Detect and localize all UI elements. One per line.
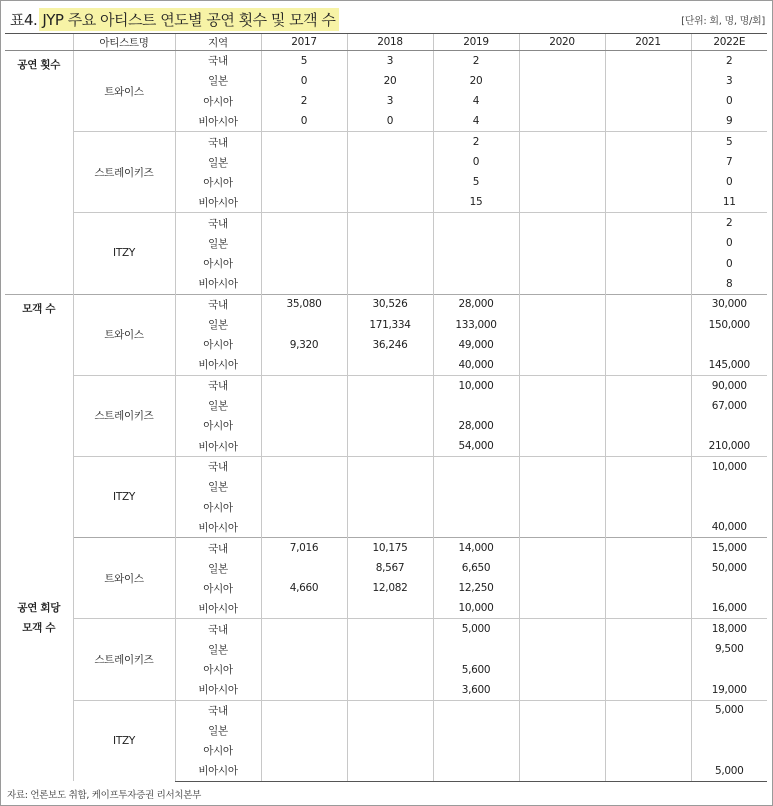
region-cell: 아시아 bbox=[175, 172, 261, 192]
value-cell-y2022 bbox=[691, 497, 767, 517]
source-note: 자료: 언론보도 취합, 케이프투자증권 리서치본부 bbox=[7, 790, 202, 801]
table-row bbox=[5, 619, 767, 639]
table-row bbox=[5, 700, 767, 720]
region-cell: 아시아 bbox=[175, 335, 261, 355]
table-row bbox=[5, 538, 767, 558]
region-cell: 일본 bbox=[175, 477, 261, 497]
value-cell-y2020 bbox=[519, 741, 605, 761]
value-cell-y2021 bbox=[605, 741, 691, 761]
value-cell-y2017 bbox=[261, 477, 347, 497]
value-cell-y2022: 2 bbox=[691, 51, 767, 71]
value-cell-y2021 bbox=[605, 599, 691, 619]
value-cell-y2022: 3 bbox=[691, 71, 767, 91]
value-cell-y2022: 9,500 bbox=[691, 639, 767, 659]
value-cell-y2018 bbox=[347, 599, 433, 619]
value-cell-y2022: 145,000 bbox=[691, 355, 767, 375]
header-cell: 2019 bbox=[433, 34, 519, 51]
value-cell-y2020 bbox=[519, 700, 605, 720]
value-cell-y2019: 4 bbox=[433, 111, 519, 131]
value-cell-y2017 bbox=[261, 700, 347, 720]
value-cell-y2017 bbox=[261, 375, 347, 395]
value-cell-y2021 bbox=[605, 456, 691, 476]
value-cell-y2021 bbox=[605, 335, 691, 355]
artist-name: 트와이스 bbox=[73, 51, 175, 132]
value-cell-y2019: 2 bbox=[433, 132, 519, 152]
value-cell-y2022: 40,000 bbox=[691, 517, 767, 537]
section-label bbox=[5, 538, 73, 782]
value-cell-y2018 bbox=[347, 355, 433, 375]
value-cell-y2021 bbox=[605, 213, 691, 233]
value-cell-y2018 bbox=[347, 680, 433, 700]
value-cell-y2020 bbox=[519, 294, 605, 314]
region-cell: 국내 bbox=[175, 619, 261, 639]
artist-name: 스트레이키즈 bbox=[73, 132, 175, 213]
value-cell-y2018 bbox=[347, 396, 433, 416]
value-cell-y2022: 19,000 bbox=[691, 680, 767, 700]
value-cell-y2017 bbox=[261, 659, 347, 679]
value-cell-y2022: 50,000 bbox=[691, 558, 767, 578]
value-cell-y2018 bbox=[347, 213, 433, 233]
value-cell-y2019 bbox=[433, 497, 519, 517]
value-cell-y2021 bbox=[605, 51, 691, 71]
value-cell-y2021 bbox=[605, 436, 691, 456]
value-cell-y2021 bbox=[605, 517, 691, 537]
value-cell-y2017 bbox=[261, 172, 347, 192]
value-cell-y2022: 67,000 bbox=[691, 396, 767, 416]
value-cell-y2020 bbox=[519, 396, 605, 416]
value-cell-y2020 bbox=[519, 91, 605, 111]
header-cell: 2020 bbox=[519, 34, 605, 51]
value-cell-y2021 bbox=[605, 396, 691, 416]
value-cell-y2019 bbox=[433, 274, 519, 294]
region-cell: 아시아 bbox=[175, 659, 261, 679]
value-cell-y2018 bbox=[347, 619, 433, 639]
value-cell-y2017 bbox=[261, 599, 347, 619]
region-cell: 아시아 bbox=[175, 416, 261, 436]
value-cell-y2020 bbox=[519, 538, 605, 558]
value-cell-y2021 bbox=[605, 720, 691, 740]
value-cell-y2021 bbox=[605, 497, 691, 517]
value-cell-y2021 bbox=[605, 355, 691, 375]
region-cell: 일본 bbox=[175, 639, 261, 659]
value-cell-y2018 bbox=[347, 436, 433, 456]
section-label bbox=[5, 294, 73, 538]
value-cell-y2022: 210,000 bbox=[691, 436, 767, 456]
value-cell-y2019: 5,600 bbox=[433, 659, 519, 679]
value-cell-y2022: 90,000 bbox=[691, 375, 767, 395]
value-cell-y2021 bbox=[605, 578, 691, 598]
value-cell-y2018: 10,175 bbox=[347, 538, 433, 558]
value-cell-y2018 bbox=[347, 741, 433, 761]
table-number: 표4. bbox=[10, 10, 38, 29]
value-cell-y2020 bbox=[519, 253, 605, 273]
value-cell-y2018 bbox=[347, 639, 433, 659]
value-cell-y2018 bbox=[347, 416, 433, 436]
value-cell-y2018 bbox=[347, 172, 433, 192]
value-cell-y2019 bbox=[433, 720, 519, 740]
value-cell-y2018 bbox=[347, 193, 433, 213]
value-cell-y2021 bbox=[605, 152, 691, 172]
value-cell-y2017 bbox=[261, 233, 347, 253]
region-cell: 비아시아 bbox=[175, 761, 261, 781]
value-cell-y2019: 3,600 bbox=[433, 680, 519, 700]
value-cell-y2022: 0 bbox=[691, 172, 767, 192]
value-cell-y2022: 8 bbox=[691, 274, 767, 294]
value-cell-y2018 bbox=[347, 517, 433, 537]
region-cell: 일본 bbox=[175, 152, 261, 172]
value-cell-y2018 bbox=[347, 700, 433, 720]
value-cell-y2021 bbox=[605, 294, 691, 314]
value-cell-y2018: 8,567 bbox=[347, 558, 433, 578]
region-cell: 일본 bbox=[175, 396, 261, 416]
artist-name: ITZY bbox=[73, 456, 175, 537]
value-cell-y2021 bbox=[605, 375, 691, 395]
value-cell-y2017 bbox=[261, 619, 347, 639]
value-cell-y2019: 0 bbox=[433, 152, 519, 172]
table-row bbox=[5, 375, 767, 395]
value-cell-y2021 bbox=[605, 91, 691, 111]
header-row bbox=[5, 34, 767, 51]
region-cell: 국내 bbox=[175, 375, 261, 395]
value-cell-y2017 bbox=[261, 355, 347, 375]
value-cell-y2017 bbox=[261, 558, 347, 578]
header-cell bbox=[5, 34, 73, 51]
value-cell-y2019: 12,250 bbox=[433, 578, 519, 598]
region-cell: 아시아 bbox=[175, 741, 261, 761]
value-cell-y2021 bbox=[605, 233, 691, 253]
value-cell-y2019: 6,650 bbox=[433, 558, 519, 578]
value-cell-y2022: 9 bbox=[691, 111, 767, 131]
value-cell-y2022 bbox=[691, 578, 767, 598]
value-cell-y2019 bbox=[433, 700, 519, 720]
region-cell: 일본 bbox=[175, 720, 261, 740]
value-cell-y2018: 0 bbox=[347, 111, 433, 131]
header-cell: 지역 bbox=[175, 34, 261, 51]
table-row bbox=[5, 51, 767, 71]
value-cell-y2021 bbox=[605, 416, 691, 436]
value-cell-y2021 bbox=[605, 71, 691, 91]
header-cell: 아티스트명 bbox=[73, 34, 175, 51]
value-cell-y2021 bbox=[605, 761, 691, 781]
value-cell-y2019 bbox=[433, 761, 519, 781]
section-label-line: 공연 횟수 bbox=[17, 59, 61, 71]
value-cell-y2019: 10,000 bbox=[433, 375, 519, 395]
value-cell-y2021 bbox=[605, 659, 691, 679]
table-title bbox=[10, 7, 339, 31]
value-cell-y2017: 5 bbox=[261, 51, 347, 71]
region-cell: 국내 bbox=[175, 700, 261, 720]
value-cell-y2020 bbox=[519, 274, 605, 294]
value-cell-y2017: 0 bbox=[261, 111, 347, 131]
value-cell-y2021 bbox=[605, 274, 691, 294]
value-cell-y2017 bbox=[261, 497, 347, 517]
value-cell-y2019: 49,000 bbox=[433, 335, 519, 355]
data-table bbox=[5, 33, 767, 782]
section-label bbox=[5, 51, 73, 295]
value-cell-y2017 bbox=[261, 152, 347, 172]
value-cell-y2018 bbox=[347, 253, 433, 273]
value-cell-y2019: 54,000 bbox=[433, 436, 519, 456]
value-cell-y2018: 3 bbox=[347, 51, 433, 71]
value-cell-y2022: 5,000 bbox=[691, 761, 767, 781]
value-cell-y2022: 15,000 bbox=[691, 538, 767, 558]
value-cell-y2021 bbox=[605, 700, 691, 720]
artist-name: 트와이스 bbox=[73, 538, 175, 619]
value-cell-y2017 bbox=[261, 314, 347, 334]
value-cell-y2019: 5,000 bbox=[433, 619, 519, 639]
value-cell-y2017 bbox=[261, 396, 347, 416]
artist-name: ITZY bbox=[73, 700, 175, 781]
value-cell-y2019 bbox=[433, 517, 519, 537]
value-cell-y2019 bbox=[433, 477, 519, 497]
value-cell-y2020 bbox=[519, 355, 605, 375]
value-cell-y2022: 0 bbox=[691, 91, 767, 111]
value-cell-y2020 bbox=[519, 761, 605, 781]
value-cell-y2019 bbox=[433, 233, 519, 253]
value-cell-y2019 bbox=[433, 639, 519, 659]
value-cell-y2022: 30,000 bbox=[691, 294, 767, 314]
value-cell-y2018 bbox=[347, 456, 433, 476]
artist-name: ITZY bbox=[73, 213, 175, 294]
value-cell-y2020 bbox=[519, 680, 605, 700]
region-cell: 국내 bbox=[175, 51, 261, 71]
region-cell: 비아시아 bbox=[175, 111, 261, 131]
table-row bbox=[5, 294, 767, 314]
value-cell-y2017: 0 bbox=[261, 71, 347, 91]
value-cell-y2020 bbox=[519, 720, 605, 740]
value-cell-y2020 bbox=[519, 111, 605, 131]
region-cell: 국내 bbox=[175, 456, 261, 476]
value-cell-y2022 bbox=[691, 335, 767, 355]
value-cell-y2018 bbox=[347, 233, 433, 253]
table-row bbox=[5, 213, 767, 233]
value-cell-y2022: 16,000 bbox=[691, 599, 767, 619]
value-cell-y2018: 20 bbox=[347, 71, 433, 91]
region-cell: 비아시아 bbox=[175, 599, 261, 619]
section-label-line: 모객 수 bbox=[22, 302, 56, 315]
value-cell-y2019 bbox=[433, 741, 519, 761]
value-cell-y2017 bbox=[261, 253, 347, 273]
header-cell: 2022E bbox=[691, 34, 767, 51]
value-cell-y2017 bbox=[261, 456, 347, 476]
value-cell-y2022: 5,000 bbox=[691, 700, 767, 720]
region-cell: 아시아 bbox=[175, 91, 261, 111]
table-body bbox=[5, 51, 767, 782]
title-text: JYP 주요 아티스트 연도별 공연 횟수 및 모객 수 bbox=[39, 8, 339, 31]
value-cell-y2021 bbox=[605, 314, 691, 334]
value-cell-y2018 bbox=[347, 497, 433, 517]
value-cell-y2018: 12,082 bbox=[347, 578, 433, 598]
value-cell-y2017 bbox=[261, 213, 347, 233]
value-cell-y2021 bbox=[605, 538, 691, 558]
value-cell-y2019 bbox=[433, 456, 519, 476]
value-cell-y2017: 35,080 bbox=[261, 294, 347, 314]
value-cell-y2017 bbox=[261, 761, 347, 781]
region-cell: 비아시아 bbox=[175, 274, 261, 294]
value-cell-y2018 bbox=[347, 152, 433, 172]
value-cell-y2018 bbox=[347, 375, 433, 395]
value-cell-y2020 bbox=[519, 619, 605, 639]
value-cell-y2020 bbox=[519, 71, 605, 91]
artist-name: 스트레이키즈 bbox=[73, 619, 175, 700]
value-cell-y2018 bbox=[347, 761, 433, 781]
value-cell-y2017 bbox=[261, 639, 347, 659]
region-cell: 국내 bbox=[175, 213, 261, 233]
value-cell-y2017 bbox=[261, 416, 347, 436]
value-cell-y2017 bbox=[261, 132, 347, 152]
value-cell-y2020 bbox=[519, 456, 605, 476]
region-cell: 국내 bbox=[175, 294, 261, 314]
value-cell-y2018: 171,334 bbox=[347, 314, 433, 334]
region-cell: 일본 bbox=[175, 558, 261, 578]
value-cell-y2020 bbox=[519, 375, 605, 395]
value-cell-y2020 bbox=[519, 558, 605, 578]
region-cell: 비아시아 bbox=[175, 680, 261, 700]
region-cell: 일본 bbox=[175, 71, 261, 91]
value-cell-y2020 bbox=[519, 599, 605, 619]
value-cell-y2021 bbox=[605, 639, 691, 659]
value-cell-y2019: 28,000 bbox=[433, 294, 519, 314]
value-cell-y2019: 40,000 bbox=[433, 355, 519, 375]
value-cell-y2019: 10,000 bbox=[433, 599, 519, 619]
value-cell-y2017 bbox=[261, 720, 347, 740]
region-cell: 비아시아 bbox=[175, 355, 261, 375]
value-cell-y2020 bbox=[519, 233, 605, 253]
value-cell-y2017 bbox=[261, 680, 347, 700]
region-cell: 일본 bbox=[175, 314, 261, 334]
value-cell-y2018: 30,526 bbox=[347, 294, 433, 314]
value-cell-y2017: 2 bbox=[261, 91, 347, 111]
value-cell-y2018 bbox=[347, 477, 433, 497]
value-cell-y2019: 5 bbox=[433, 172, 519, 192]
artist-name: 스트레이키즈 bbox=[73, 375, 175, 456]
value-cell-y2020 bbox=[519, 335, 605, 355]
value-cell-y2022: 18,000 bbox=[691, 619, 767, 639]
region-cell: 아시아 bbox=[175, 497, 261, 517]
table-row bbox=[5, 456, 767, 476]
value-cell-y2022: 11 bbox=[691, 193, 767, 213]
region-cell: 국내 bbox=[175, 538, 261, 558]
value-cell-y2018: 3 bbox=[347, 91, 433, 111]
value-cell-y2019 bbox=[433, 253, 519, 273]
value-cell-y2022: 0 bbox=[691, 233, 767, 253]
value-cell-y2020 bbox=[519, 497, 605, 517]
value-cell-y2019 bbox=[433, 396, 519, 416]
value-cell-y2017 bbox=[261, 436, 347, 456]
value-cell-y2019: 2 bbox=[433, 51, 519, 71]
value-cell-y2017 bbox=[261, 193, 347, 213]
value-cell-y2019: 20 bbox=[433, 71, 519, 91]
value-cell-y2022 bbox=[691, 477, 767, 497]
value-cell-y2018 bbox=[347, 659, 433, 679]
value-cell-y2017: 4,660 bbox=[261, 578, 347, 598]
value-cell-y2020 bbox=[519, 416, 605, 436]
value-cell-y2018 bbox=[347, 132, 433, 152]
artist-name: 트와이스 bbox=[73, 294, 175, 375]
header-cell: 2017 bbox=[261, 34, 347, 51]
region-cell: 국내 bbox=[175, 132, 261, 152]
value-cell-y2022: 5 bbox=[691, 132, 767, 152]
value-cell-y2017: 7,016 bbox=[261, 538, 347, 558]
value-cell-y2019 bbox=[433, 213, 519, 233]
value-cell-y2021 bbox=[605, 111, 691, 131]
value-cell-y2022 bbox=[691, 416, 767, 436]
value-cell-y2019: 15 bbox=[433, 193, 519, 213]
unit-label: [단위: 회, 명, 명/회] bbox=[681, 16, 765, 27]
value-cell-y2022 bbox=[691, 659, 767, 679]
value-cell-y2020 bbox=[519, 477, 605, 497]
value-cell-y2018 bbox=[347, 720, 433, 740]
value-cell-y2020 bbox=[519, 436, 605, 456]
value-cell-y2018 bbox=[347, 274, 433, 294]
value-cell-y2017: 9,320 bbox=[261, 335, 347, 355]
value-cell-y2022: 7 bbox=[691, 152, 767, 172]
value-cell-y2019: 14,000 bbox=[433, 538, 519, 558]
value-cell-y2020 bbox=[519, 639, 605, 659]
value-cell-y2020 bbox=[519, 172, 605, 192]
value-cell-y2019: 133,000 bbox=[433, 314, 519, 334]
value-cell-y2017 bbox=[261, 741, 347, 761]
table-row bbox=[5, 132, 767, 152]
value-cell-y2020 bbox=[519, 51, 605, 71]
header-cell: 2021 bbox=[605, 34, 691, 51]
value-cell-y2020 bbox=[519, 314, 605, 334]
value-cell-y2022 bbox=[691, 741, 767, 761]
value-cell-y2021 bbox=[605, 477, 691, 497]
value-cell-y2020 bbox=[519, 517, 605, 537]
value-cell-y2019: 4 bbox=[433, 91, 519, 111]
value-cell-y2017 bbox=[261, 274, 347, 294]
section-label-line: 공연 회당 bbox=[17, 602, 61, 615]
value-cell-y2017 bbox=[261, 517, 347, 537]
section-label-line: 모객 수 bbox=[22, 622, 56, 635]
value-cell-y2020 bbox=[519, 213, 605, 233]
value-cell-y2022 bbox=[691, 720, 767, 740]
value-cell-y2021 bbox=[605, 619, 691, 639]
header-cell: 2018 bbox=[347, 34, 433, 51]
region-cell: 비아시아 bbox=[175, 193, 261, 213]
value-cell-y2022: 150,000 bbox=[691, 314, 767, 334]
region-cell: 아시아 bbox=[175, 578, 261, 598]
value-cell-y2021 bbox=[605, 680, 691, 700]
value-cell-y2018: 36,246 bbox=[347, 335, 433, 355]
value-cell-y2020 bbox=[519, 578, 605, 598]
region-cell: 아시아 bbox=[175, 253, 261, 273]
value-cell-y2021 bbox=[605, 172, 691, 192]
value-cell-y2020 bbox=[519, 193, 605, 213]
value-cell-y2022: 10,000 bbox=[691, 456, 767, 476]
value-cell-y2021 bbox=[605, 253, 691, 273]
value-cell-y2021 bbox=[605, 193, 691, 213]
value-cell-y2020 bbox=[519, 659, 605, 679]
value-cell-y2021 bbox=[605, 558, 691, 578]
region-cell: 일본 bbox=[175, 233, 261, 253]
value-cell-y2020 bbox=[519, 152, 605, 172]
value-cell-y2022: 0 bbox=[691, 253, 767, 273]
region-cell: 비아시아 bbox=[175, 517, 261, 537]
value-cell-y2019: 28,000 bbox=[433, 416, 519, 436]
value-cell-y2022: 2 bbox=[691, 213, 767, 233]
value-cell-y2021 bbox=[605, 132, 691, 152]
region-cell: 비아시아 bbox=[175, 436, 261, 456]
value-cell-y2020 bbox=[519, 132, 605, 152]
